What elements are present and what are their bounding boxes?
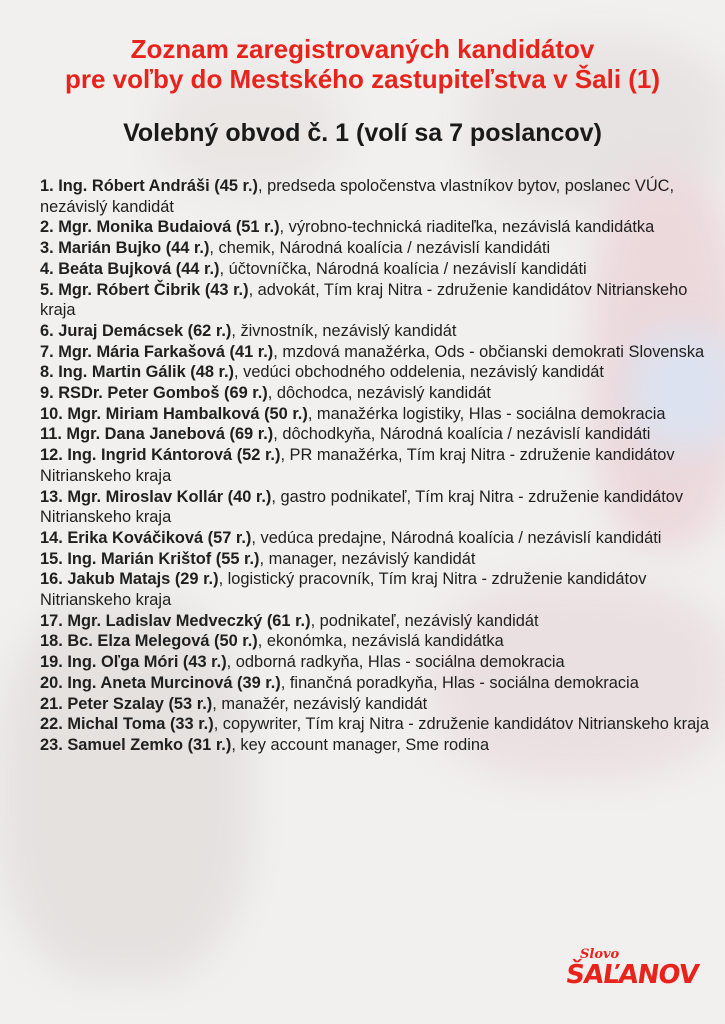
candidate-item [40,280,715,321]
candidate-name: 8. Ing. Martin Gálik (48 r.) [40,363,235,382]
candidate-item [40,259,715,280]
candidate-name: 11. Mgr. Dana Janebová (69 r.) [40,425,274,444]
candidate-name: 22. Michal Toma (33 r.) [40,715,214,734]
candidate-details: , gastro podnikateľ, Tím kraj Nitra - združenie kandidátov Nitrianskeho kraja [40,487,684,527]
candidate-name: 7. Mgr. Mária Farkašová (41 r.) [40,342,274,361]
candidate-item [40,487,715,528]
candidate-details: , predseda spoločenstva vlastníkov bytov, poslanec VÚC, nezávislý kandidát [40,177,675,216]
candidate-details: , dôchodca, nezávislý kandidát [267,384,491,403]
candidate-item [40,424,715,445]
candidate-details: , odborná radkyňa, Hlas - sociálna demokracia [226,653,565,672]
candidate-details: , dôchodkyňa, Národná koalícia / nezávislí kandidáti [273,425,651,444]
candidate-name: 14. Erika Kováčiková (57 r.) [40,528,252,547]
candidate-item [40,673,715,694]
candidate-item [40,383,715,404]
candidate-item [40,362,715,383]
title-line-2: pre voľby do Mestského zastupiteľstva v Šali (1) [64,64,661,94]
candidate-details: , podnikateľ, nezávislý kandidát [310,611,539,630]
candidate-details: , účtovníčka, Národná koalícia / nezávislí kandidáti [219,259,587,278]
candidate-list [40,176,715,756]
candidate-name: 4. Beáta Bujková (44 r.) [40,259,220,278]
candidate-details: , vedúci obchodného oddelenia, nezávislý kandidát [234,363,604,382]
candidate-name: 20. Ing. Aneta Murcinová (39 r.) [40,673,281,692]
candidate-details: , key account manager, Sme rodina [231,735,490,754]
title-line-1: Zoznam zaregistrovaných kandidátov [130,34,595,64]
candidate-name: 1. Ing. Róbert Andráši (45 r.) [40,177,258,195]
candidate-details: , vedúca predajne, Národná koalícia / nezávislí kandidáti [251,528,662,547]
candidate-name: 2. Mgr. Monika Budaiová (51 r.) [40,218,280,237]
candidate-item [40,652,715,673]
candidate-details: , advokát, Tím kraj Nitra - združenie kandidátov Nitrianskeho kraja [40,280,688,320]
candidate-details: , manažér, nezávislý kandidát [212,694,428,713]
candidate-details: , copywriter, Tím kraj Nitra - združenie kandidátov Nitrianskeho kraja [213,715,709,734]
candidate-name: 13. Mgr. Miroslav Kollár (40 r.) [40,487,272,506]
candidate-item [40,217,715,238]
candidate-item [40,238,715,259]
candidate-name: 5. Mgr. Róbert Čibrik (43 r.) [40,280,249,299]
candidate-name: 19. Ing. Oľga Móri (43 r.) [40,653,227,672]
candidate-item [40,569,715,610]
candidate-item [40,528,715,549]
candidate-item [40,631,715,652]
candidate-details: , logistický pracovník, Tím kraj Nitra - združenie kandidátov Nitrianskeho kraja [40,570,647,610]
candidate-item [40,694,715,715]
candidate-name: 6. Juraj Demácsek (62 r.) [40,321,232,340]
candidate-details: , chemik, Národná koalícia / nezávislí kandidáti [209,239,551,258]
candidate-details: , mzdová manažérka, Ods - občianski demokrati Slovenska [273,342,705,361]
candidate-item [40,404,715,425]
candidate-details: , manager, nezávislý kandidát [259,549,476,568]
candidate-details: , finančná poradkyňa, Hlas - sociálna demokracia [280,673,639,692]
candidate-name: 9. RSDr. Peter Gomboš (69 r.) [40,384,268,403]
candidate-details: , ekonómka, nezávislá kandidátka [257,632,504,651]
candidate-details: , manažérka logistiky, Hlas - sociálna demokracia [307,404,666,423]
candidate-item [40,714,715,735]
candidate-name: 17. Mgr. Ladislav Medveczký (61 r.) [40,611,311,630]
page-subtitle: Volebný obvod č. 1 (volí sa 7 poslancov) [123,119,602,147]
logo-main-text: ŠAĽANOV [563,960,700,990]
candidate-name: 16. Jakub Matajs (29 r.) [40,570,219,589]
candidate-item [40,321,715,342]
candidate-name: 12. Ing. Ingrid Kántorová (52 r.) [40,446,281,465]
candidate-details: , živnostník, nezávislý kandidát [231,321,457,340]
candidate-name: 15. Ing. Marián Krištof (55 r.) [40,549,260,568]
candidate-details: , výrobno-technická riaditeľka, nezávislá kandidátka [279,218,655,237]
logo-top-text: Slovo [580,947,620,962]
candidate-item [40,611,715,632]
candidate-name: 21. Peter Szalay (53 r.) [40,694,213,713]
page-title [0,34,725,94]
candidate-name: 3. Marián Bujko (44 r.) [40,239,210,258]
candidate-item [40,176,715,217]
candidate-item [40,735,715,756]
candidate-name: 23. Samuel Zemko (31 r.) [40,735,232,754]
candidate-item [40,445,715,486]
candidate-name: 10. Mgr. Miriam Hambalková (50 r.) [40,404,308,423]
candidate-item [40,342,715,363]
candidate-details: , PR manažérka, Tím kraj Nitra - združenie kandidátov Nitrianskeho kraja [40,446,675,485]
brand-logo [563,947,700,998]
candidate-item [40,549,715,570]
candidate-name: 18. Bc. Elza Melegová (50 r.) [40,632,258,651]
